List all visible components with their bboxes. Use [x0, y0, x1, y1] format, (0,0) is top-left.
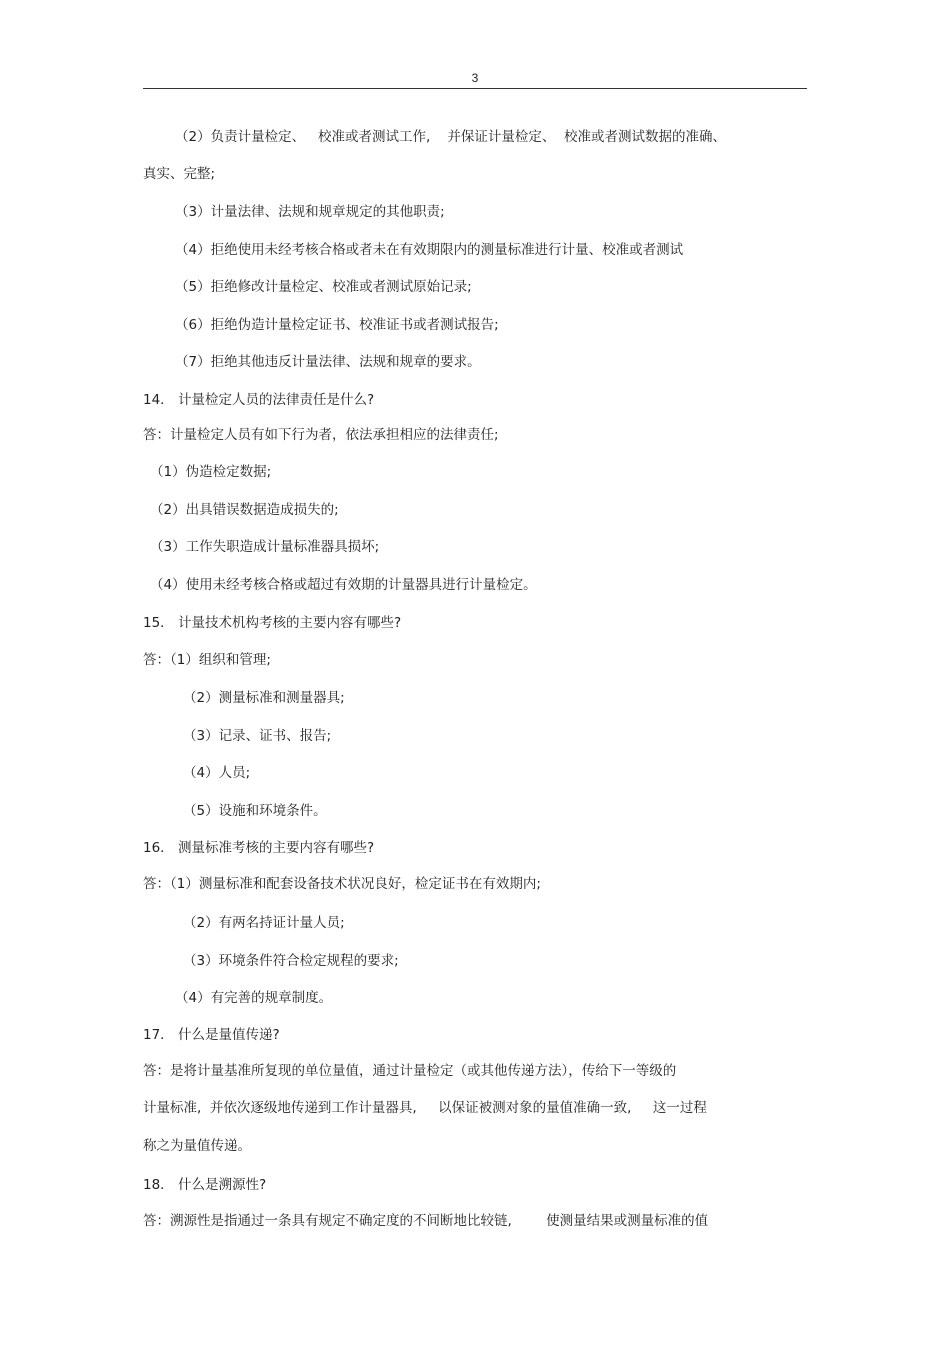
text-line: （4）使用未经考核合格或超过有效期的计量器具进行计量检定。	[150, 577, 537, 593]
text-line: 真实、完整;	[143, 166, 216, 182]
text-line: 16． 测量标准考核的主要内容有哪些?	[143, 840, 375, 856]
text-line: （2）出具错误数据造成损失的;	[150, 502, 339, 518]
text-line: （5）拒绝修改计量检定、校准或者测试原始记录;	[175, 279, 472, 295]
text-line: 称之为量值传递。	[143, 1138, 251, 1154]
text-line: 答：溯源性是指通过一条具有规定不确定度的不间断地比较链, 使测量结果或测量标准的值	[143, 1213, 709, 1229]
text-line: （7）拒绝其他违反计量法律、法规和规章的要求。	[175, 354, 481, 370]
text-line: （4）有完善的规章制度。	[175, 990, 333, 1006]
text-line: 15． 计量技术机构考核的主要内容有哪些?	[143, 615, 402, 631]
text-line: （4）拒绝使用未经考核合格或者未在有效期限内的测量标准进行计量、校准或者测试	[175, 242, 684, 258]
text-line: （3）环境条件符合检定规程的要求;	[183, 953, 399, 969]
text-line: （4）人员;	[183, 765, 251, 781]
page-number: 3	[471, 71, 479, 85]
text-line: 17． 什么是量值传递?	[143, 1027, 280, 1043]
text-line: 答：计量检定人员有如下行为者，依法承担相应的法律责任;	[143, 427, 499, 443]
text-line: 答：（1）测量标准和配套设备技术状况良好，检定证书在有效期内;	[143, 876, 541, 892]
text-line: （6）拒绝伪造计量检定证书、校准证书或者测试报告;	[175, 317, 499, 333]
text-line: （1）伪造检定数据;	[150, 464, 272, 480]
text-line: （2）有两名持证计量人员;	[183, 915, 345, 931]
text-line: （2）负责计量检定、 校准或者测试工作, 并保证计量检定、 校准或者测试数据的准确、	[175, 129, 727, 145]
text-line: 答：是将计量基准所复现的单位量值，通过计量检定（或其他传递方法），传给下一等级的	[143, 1063, 677, 1079]
text-line: 14． 计量检定人员的法律责任是什么?	[143, 392, 375, 408]
text-line: 答：（1）组织和管理;	[143, 652, 271, 668]
text-line: （2）测量标准和测量器具;	[183, 690, 345, 706]
text-line: （3）工作失职造成计量标准器具损坏;	[150, 539, 380, 555]
text-line: 18． 什么是溯源性?	[143, 1177, 267, 1193]
text-line: （5）设施和环境条件。	[183, 803, 327, 819]
text-line: （3）计量法律、法规和规章规定的其他职责;	[175, 204, 445, 220]
text-line: 计量标准, 并依次逐级地传递到工作计量器具, 以保证被测对象的量值准确一致, 这一过程	[143, 1100, 707, 1116]
text-line: （3）记录、证书、报告;	[183, 728, 332, 744]
header-rule	[143, 88, 807, 89]
